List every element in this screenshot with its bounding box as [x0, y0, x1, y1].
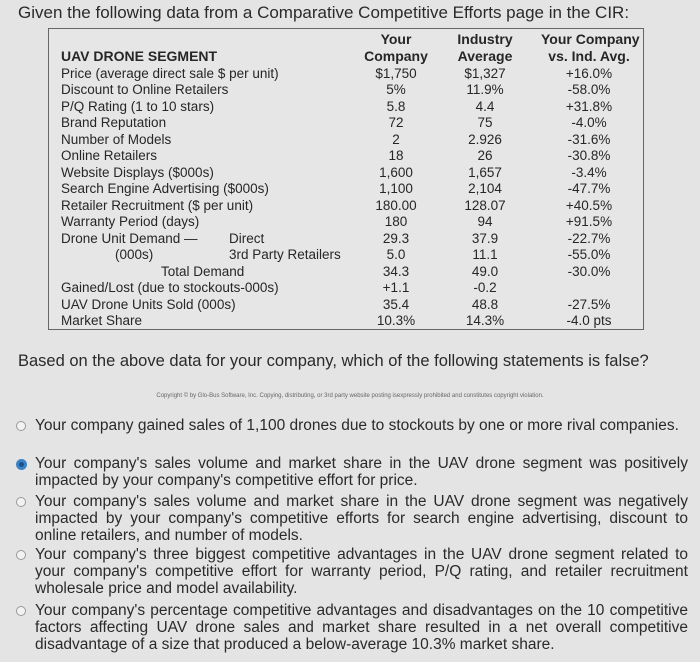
- row-industry-value: 75: [477, 115, 493, 130]
- row-company-value: 34.3: [382, 264, 410, 279]
- answer-option[interactable]: [16, 602, 688, 653]
- header-segment: UAV DRONE SEGMENT: [61, 48, 218, 64]
- row-company-value: 29.3: [382, 231, 410, 246]
- row-industry-value: $1,327: [464, 66, 506, 81]
- row-company-value: 5.8: [386, 99, 406, 114]
- header-vs-line2: vs. Ind. Avg.: [548, 48, 630, 64]
- row-vs-value: -4.0 pts: [566, 313, 612, 328]
- row-industry-value: 2.926: [468, 132, 502, 147]
- row-vs-value: -22.7%: [567, 231, 611, 246]
- answer-option-text: Your company's sales volume and market share in the UAV drone segment was positively impacted by your company's competitive effort for price.: [35, 455, 688, 489]
- row-industry-value: 37.9: [471, 231, 499, 246]
- row-label: Total Demand: [161, 264, 245, 279]
- row-label: Drone Unit Demand —: [61, 231, 198, 246]
- row-company-value: 1,600: [379, 165, 413, 180]
- row-vs-value: -58.0%: [567, 82, 611, 97]
- answer-option-text: Your company's three biggest competitive advantages in the UAV drone segment related to your company's competitive effort for warranty period, P/Q rating, and retailer recruitment wholesale price and model availability.: [35, 546, 688, 597]
- radio-unselected-icon[interactable]: [16, 421, 26, 431]
- row-label: Gained/Lost (due to stockouts-000s): [61, 280, 279, 295]
- answer-option-text: Your company's percentage competitive advantages and disadvantages on the 10 competitive factors affecting UAV drone sales and market share resulted in a net overall competitive disadvantage of a size that produced a below-average 10.3% market share.: [35, 602, 688, 653]
- row-vs-value: +31.8%: [565, 99, 613, 114]
- row-company-value: 1,100: [379, 181, 413, 196]
- row-sublabel: 3rd Party Retailers: [229, 247, 341, 262]
- header-industry-line2: Average: [457, 48, 513, 64]
- row-label: Warranty Period (days): [61, 214, 200, 229]
- row-company-value: 72: [388, 115, 404, 130]
- row-industry-value: 48.8: [471, 297, 499, 312]
- row-label: P/Q Rating (1 to 10 stars): [61, 99, 215, 114]
- row-industry-value: 49.0: [471, 264, 499, 279]
- row-vs-value: -27.5%: [567, 297, 611, 312]
- answer-option[interactable]: [16, 546, 688, 597]
- header-industry-line1: Industry: [457, 31, 513, 47]
- header-company-line2: Company: [364, 48, 428, 64]
- header-vs-line1: Your Company: [541, 31, 640, 47]
- row-label: UAV Drone Units Sold (000s): [61, 297, 236, 312]
- comparative-efforts-table: [48, 28, 644, 330]
- intro-text: Given the following data from a Comparative Competitive Efforts page in the CIR:: [18, 3, 630, 22]
- row-industry-value: 11.1: [472, 247, 498, 262]
- row-label: Market Share: [61, 313, 143, 328]
- row-vs-value: -30.0%: [567, 264, 611, 279]
- row-label: Website Displays ($000s): [61, 165, 214, 180]
- row-company-value: $1,750: [375, 66, 417, 81]
- row-vs-value: -31.6%: [567, 132, 611, 147]
- row-label: Number of Models: [61, 132, 172, 147]
- row-industry-value: 128.07: [464, 198, 506, 213]
- row-label: Online Retailers: [61, 148, 158, 163]
- row-vs-value: -55.0%: [567, 247, 611, 262]
- row-industry-value: 11.9%: [466, 82, 504, 97]
- row-industry-value: 1,657: [468, 165, 502, 180]
- copyright-notice: Copyright © by Glo-Bus Software, Inc. Copying, distributing, or 3rd party website posting isexpressly prohibited and constitutes copyright violation.: [156, 393, 544, 399]
- row-industry-value: 94: [477, 214, 493, 229]
- row-company-value: 10.3%: [376, 313, 416, 328]
- row-vs-value: -4.0%: [571, 115, 607, 130]
- answer-option-selected[interactable]: [16, 455, 688, 489]
- radio-unselected-icon[interactable]: [16, 497, 26, 507]
- row-label: Discount to Online Retailers: [61, 82, 229, 97]
- radio-unselected-icon[interactable]: [16, 606, 26, 616]
- row-label: Retailer Recruitment ($ per unit): [61, 198, 254, 213]
- answer-option[interactable]: [16, 417, 688, 434]
- row-company-value: 180: [384, 214, 408, 229]
- row-company-value: 35.4: [382, 297, 410, 312]
- answer-option-text: Your company gained sales of 1,100 drones due to stockouts by one or more rival companies.: [35, 417, 679, 434]
- row-label: Brand Reputation: [61, 115, 167, 130]
- row-vs-value: +91.5%: [565, 214, 613, 229]
- row-label: (000s): [115, 247, 154, 262]
- row-company-value: 180.00: [375, 198, 417, 213]
- row-label: Price (average direct sale $ per unit): [61, 66, 279, 81]
- header-company-line1: Your: [380, 31, 412, 47]
- row-vs-value: -47.7%: [567, 181, 611, 196]
- radio-unselected-icon[interactable]: [16, 550, 26, 560]
- row-company-value: 5%: [386, 82, 406, 97]
- row-company-value: 5.0: [386, 247, 406, 262]
- row-vs-value: +16.0%: [565, 66, 613, 81]
- row-sublabel: Direct: [229, 231, 265, 246]
- row-company-value: +1.1: [382, 280, 410, 295]
- row-industry-value: 14.3%: [465, 313, 505, 328]
- row-company-value: 2: [392, 132, 400, 147]
- row-industry-value: 26: [477, 148, 493, 163]
- row-industry-value: -0.2: [473, 280, 497, 295]
- question-text: Based on the above data for your company, which of the following statements is false?: [18, 352, 649, 370]
- row-vs-value: -30.8%: [567, 148, 611, 163]
- row-vs-value: +40.5%: [565, 198, 613, 213]
- row-industry-value: 4.4: [475, 99, 495, 114]
- answer-option[interactable]: [16, 493, 688, 544]
- radio-selected-icon[interactable]: [16, 459, 27, 470]
- row-label: Search Engine Advertising ($000s): [61, 181, 269, 196]
- row-industry-value: 2,104: [468, 181, 502, 196]
- row-company-value: 18: [388, 148, 404, 163]
- row-vs-value: -3.4%: [571, 165, 607, 180]
- answer-option-text: Your company's sales volume and market share in the UAV drone segment was negatively impacted by your company's competitive efforts for search engine advertising, discount to online retailers, and number of models.: [35, 493, 688, 544]
